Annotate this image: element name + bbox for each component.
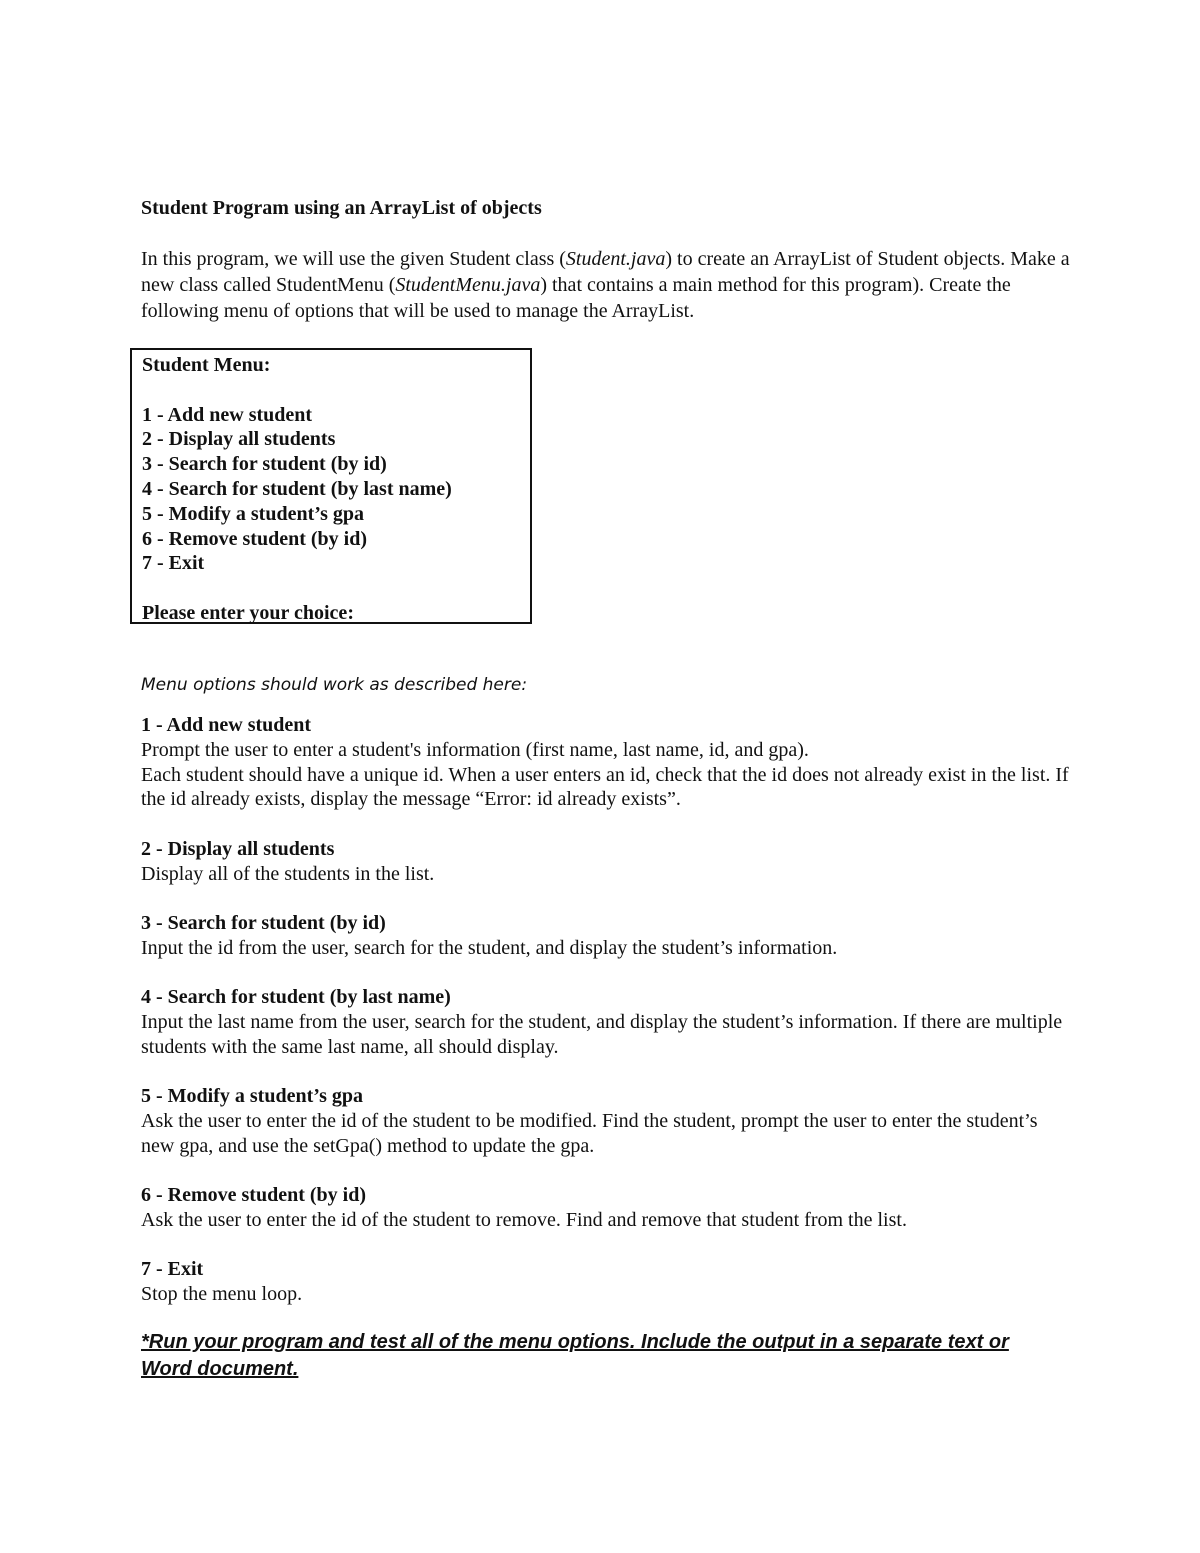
- intro-paragraph: [141, 246, 1071, 324]
- option-title: 6 - Remove student (by id): [141, 1184, 366, 1207]
- option-search-by-id: [141, 911, 1071, 961]
- option-add-student: [141, 713, 1071, 812]
- intro-filename-studentmenu: StudentMenu.java: [395, 274, 541, 296]
- document-page: [141, 195, 1071, 1380]
- option-description: Input the last name from the user, search for the student, and display the student’s information. If there are multiple students with the same last name, all should display.: [141, 1010, 1063, 1058]
- menu-prompt: Please enter your choice:: [142, 601, 354, 624]
- option-title: 4 - Search for student (by last name): [141, 986, 451, 1009]
- intro-text-1: In this program, we will use the given Student class (: [141, 248, 566, 270]
- option-title: 1 - Add new student: [141, 714, 312, 736]
- option-modify-gpa: [141, 1084, 1071, 1158]
- option-remove-student: [141, 1183, 1071, 1233]
- option-title: 7 - Exit: [141, 1258, 204, 1281]
- document-title: Student Program using an ArrayList of objects: [141, 197, 542, 219]
- menu-spacer: [142, 576, 530, 601]
- option-description: Ask the user to enter the id of the student to be modified. Find the student, prompt the user to enter the student’s new gpa, and use the setGpa() method to update the gpa.: [141, 1109, 1038, 1157]
- options-heading: Menu options should work as described here:: [141, 675, 528, 695]
- menu-heading: Student Menu:: [142, 354, 271, 376]
- option-search-by-last-name: [141, 985, 1071, 1059]
- option-display-students: [141, 837, 1071, 887]
- menu-spacer: [142, 378, 530, 403]
- menu-item: 6 - Remove student (by id): [142, 527, 367, 550]
- menu-item: 5 - Modify a student’s gpa: [142, 502, 365, 525]
- option-description: Prompt the user to enter a student's information (first name, last name, id, and gpa).: [141, 738, 809, 761]
- menu-item: 1 - Add new student: [142, 403, 313, 426]
- option-description: Ask the user to enter the id of the student to remove. Find and remove that student from the list.: [141, 1208, 907, 1231]
- option-description: Display all of the students in the list.: [141, 862, 435, 885]
- option-description: Input the id from the user, search for the student, and display the student’s information.: [141, 936, 838, 959]
- option-title: 3 - Search for student (by id): [141, 911, 386, 934]
- student-menu-box: [130, 348, 532, 624]
- option-title: 5 - Modify a student’s gpa: [141, 1085, 364, 1108]
- run-program-note: *Run your program and test all of the menu options. Include the output in a separate text or Word document.: [141, 1331, 1009, 1380]
- options-list: [141, 713, 1071, 1332]
- menu-item: 3 - Search for student (by id): [142, 453, 387, 476]
- menu-item: 7 - Exit: [142, 552, 205, 575]
- intro-text-3: ) that contains a main method for this program). Create the following menu of options that will be used to manage the ArrayList.: [141, 274, 1011, 322]
- intro-text-2: ) to create an ArrayList of Student objects. Make a new class called StudentMenu (: [141, 248, 1070, 296]
- option-title: 2 - Display all students: [141, 837, 335, 860]
- menu-item: 2 - Display all students: [142, 428, 336, 451]
- option-description: Each student should have a unique id. When a user enters an id, check that the id does not already exist in the list. If the id already exists, display the message “Error: id already exists”.: [141, 763, 1069, 811]
- option-description: Stop the menu loop.: [141, 1283, 303, 1306]
- option-exit: [141, 1257, 1071, 1307]
- menu-item: 4 - Search for student (by last name): [142, 477, 452, 500]
- intro-filename-student: Student.java: [565, 248, 666, 270]
